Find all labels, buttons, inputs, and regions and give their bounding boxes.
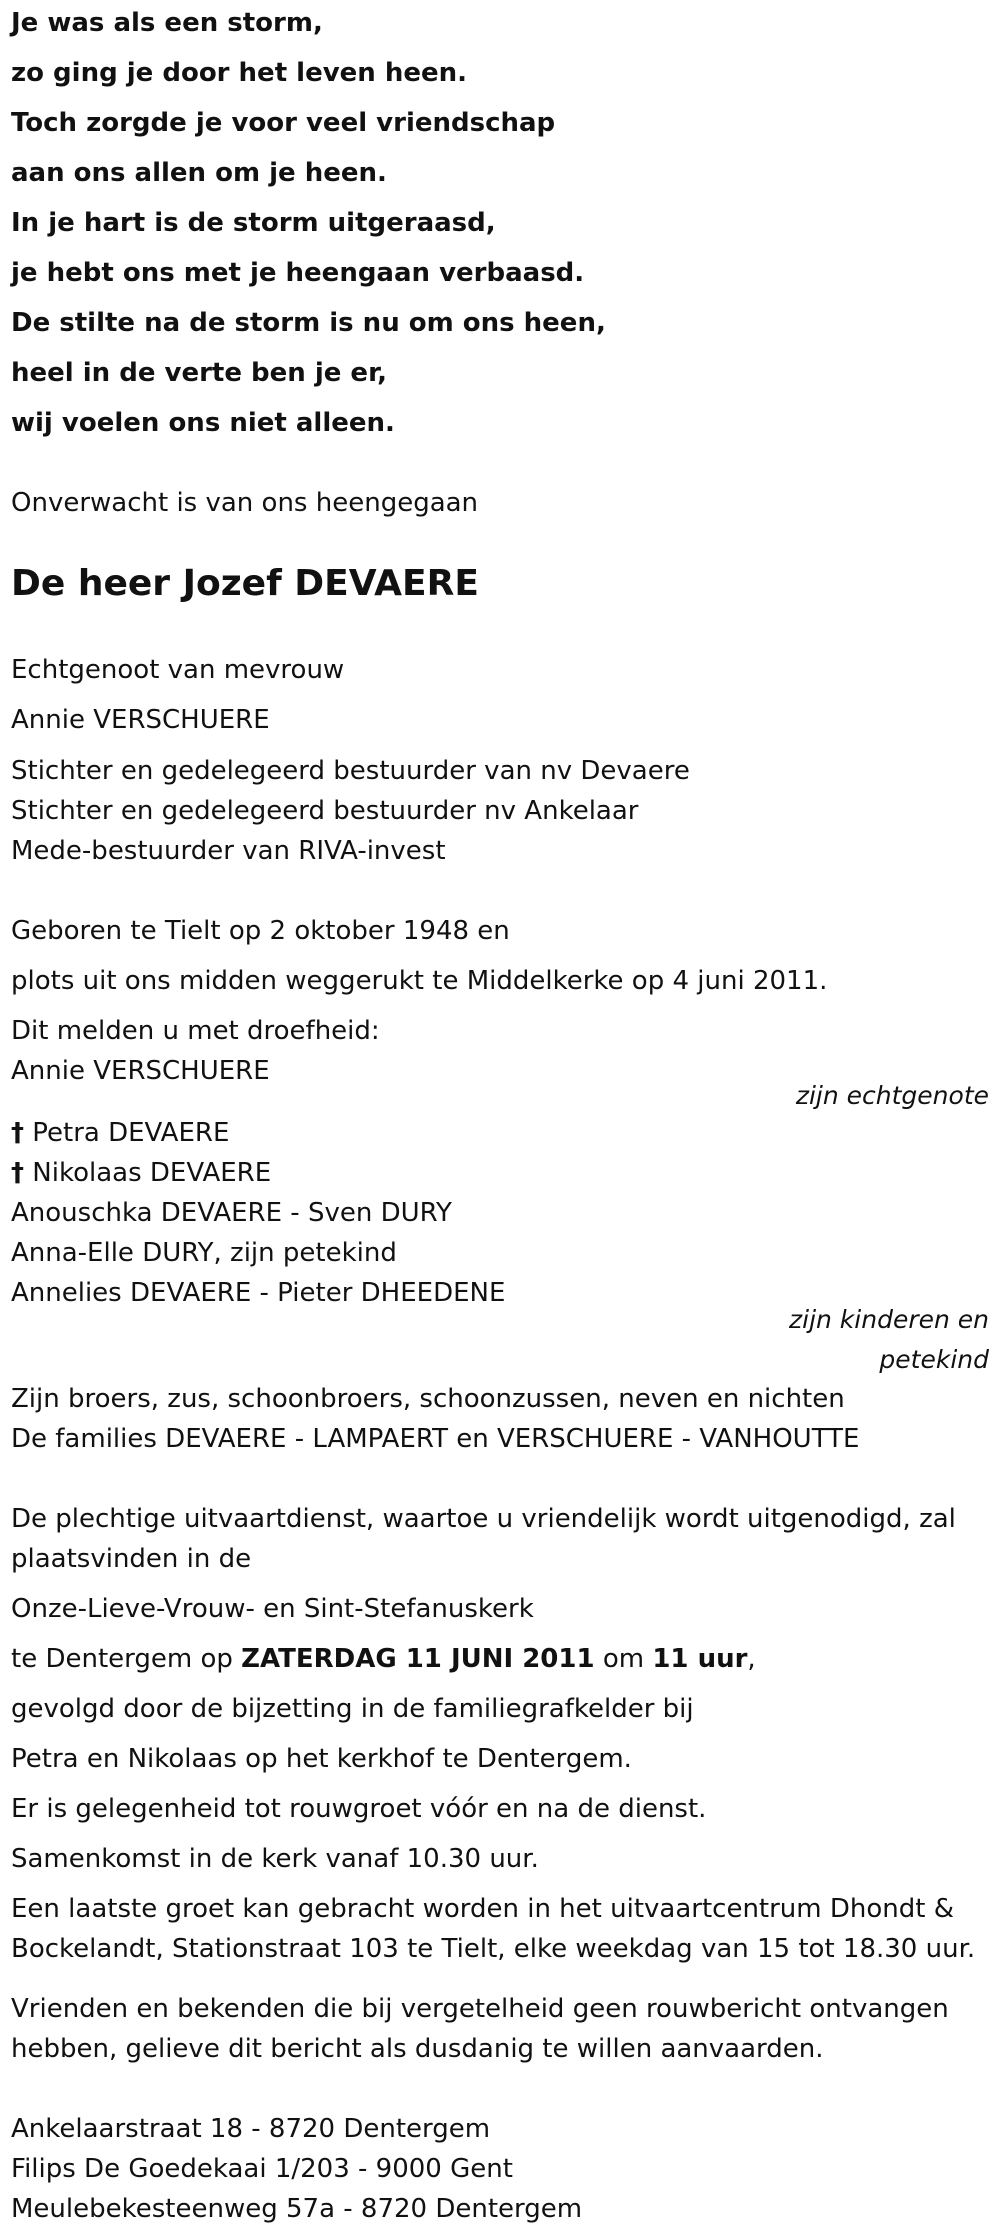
gathering-text: Samenkomst in de kerk vanaf 10.30 uur. — [11, 1844, 539, 1874]
visit-text: Bockelandt, Stationstraat 103 te Tielt, elke weekdag van 15 tot 18.30 uur. — [11, 1934, 976, 1964]
burial-text: Petra en Nikolaas op het kerkhof te Dentergem. — [11, 1744, 632, 1774]
address-line: Ankelaarstraat 18 - 8720 Dentergem — [11, 2114, 491, 2144]
cross-icon: † — [11, 1118, 24, 1148]
poem-line: zo ging je door het leven heen. — [11, 58, 468, 88]
poem-line: heel in de verte ben je er, — [11, 358, 387, 388]
poem-line: wij voelen ons niet alleen. — [11, 408, 395, 438]
poem-line: Toch zorgde je voor veel vriendschap — [11, 108, 556, 138]
born-text: Geboren te Tielt op 2 oktober 1948 en — [11, 916, 510, 946]
deceased-name: De heer Jozef DEVAERE — [11, 563, 479, 604]
intro-text: Onverwacht is van ons heengegaan — [11, 488, 479, 518]
spouse-name: Annie VERSCHUERE — [11, 705, 270, 735]
role-spouse: zijn echtgenote — [795, 1081, 989, 1110]
poem-line: In je hart is de storm uitgeraasd, — [11, 208, 496, 238]
died-text: plots uit ons midden weggerukt te Middelkerke op 4 juni 2011. — [11, 966, 828, 996]
address-line: Filips De Goedekaai 1/203 - 9000 Gent — [11, 2154, 513, 2184]
poem-line: De stilte na de storm is nu om ons heen, — [11, 308, 606, 338]
notice-text: Vrienden en bekenden die bij vergetelheid geen rouwbericht ontvangen — [11, 1994, 949, 2024]
function-line: Stichter en gedelegeerd bestuurder nv Ankelaar — [11, 796, 639, 826]
address-line: Meulebekesteenweg 57a - 8720 Dentergem — [11, 2194, 583, 2224]
poem-line: aan ons allen om je heen. — [11, 158, 387, 188]
condolence-text: Er is gelegenheid tot rouwgroet vóór en na de dienst. — [11, 1794, 707, 1824]
burial-text: gevolgd door de bijzetting in de familiegrafkelder bij — [11, 1694, 694, 1724]
function-line: Stichter en gedelegeerd bestuurder van nv Devaere — [11, 756, 690, 786]
child-deceased: † Petra DEVAERE — [11, 1118, 230, 1148]
service-text: De plechtige uitvaartdienst, waartoe u vriendelijk wordt uitgenodigd, zal — [11, 1504, 956, 1534]
family-line: Zijn broers, zus, schoonbroers, schoonzussen, neven en nichten — [11, 1384, 845, 1414]
cross-icon: † — [11, 1158, 24, 1188]
child-deceased: † Nikolaas DEVAERE — [11, 1158, 272, 1188]
notice-text: hebben, gelieve dit bericht als dusdanig te willen aanvaarden. — [11, 2034, 824, 2064]
visit-text: Een laatste groet kan gebracht worden in het uitvaartcentrum Dhondt & — [11, 1894, 954, 1924]
spouse-label: Echtgenoot van mevrouw — [11, 655, 345, 685]
poem-line: je hebt ons met je heengaan verbaasd. — [11, 258, 585, 288]
function-line: Mede-bestuurder van RIVA-invest — [11, 836, 446, 866]
service-date: te Dentergem op ZATERDAG 11 JUNI 2011 om 11 uur, — [11, 1644, 756, 1674]
mourner-spouse: Annie VERSCHUERE — [11, 1056, 270, 1086]
family-line: De families DEVAERE - LAMPAERT en VERSCHUERE - VANHOUTTE — [11, 1424, 860, 1454]
role-children: zijn kinderen en — [789, 1305, 989, 1334]
poem-line: Je was als een storm, — [11, 8, 323, 38]
child-line: Anna-Elle DURY, zijn petekind — [11, 1238, 397, 1268]
service-text: plaatsvinden in de — [11, 1544, 252, 1574]
child-line: Annelies DEVAERE - Pieter DHEEDENE — [11, 1278, 506, 1308]
announce-text: Dit melden u met droefheid: — [11, 1016, 380, 1046]
child-line: Anouschka DEVAERE - Sven DURY — [11, 1198, 452, 1228]
role-children: petekind — [879, 1345, 989, 1374]
church-name: Onze-Lieve-Vrouw- en Sint-Stefanuskerk — [11, 1594, 534, 1624]
